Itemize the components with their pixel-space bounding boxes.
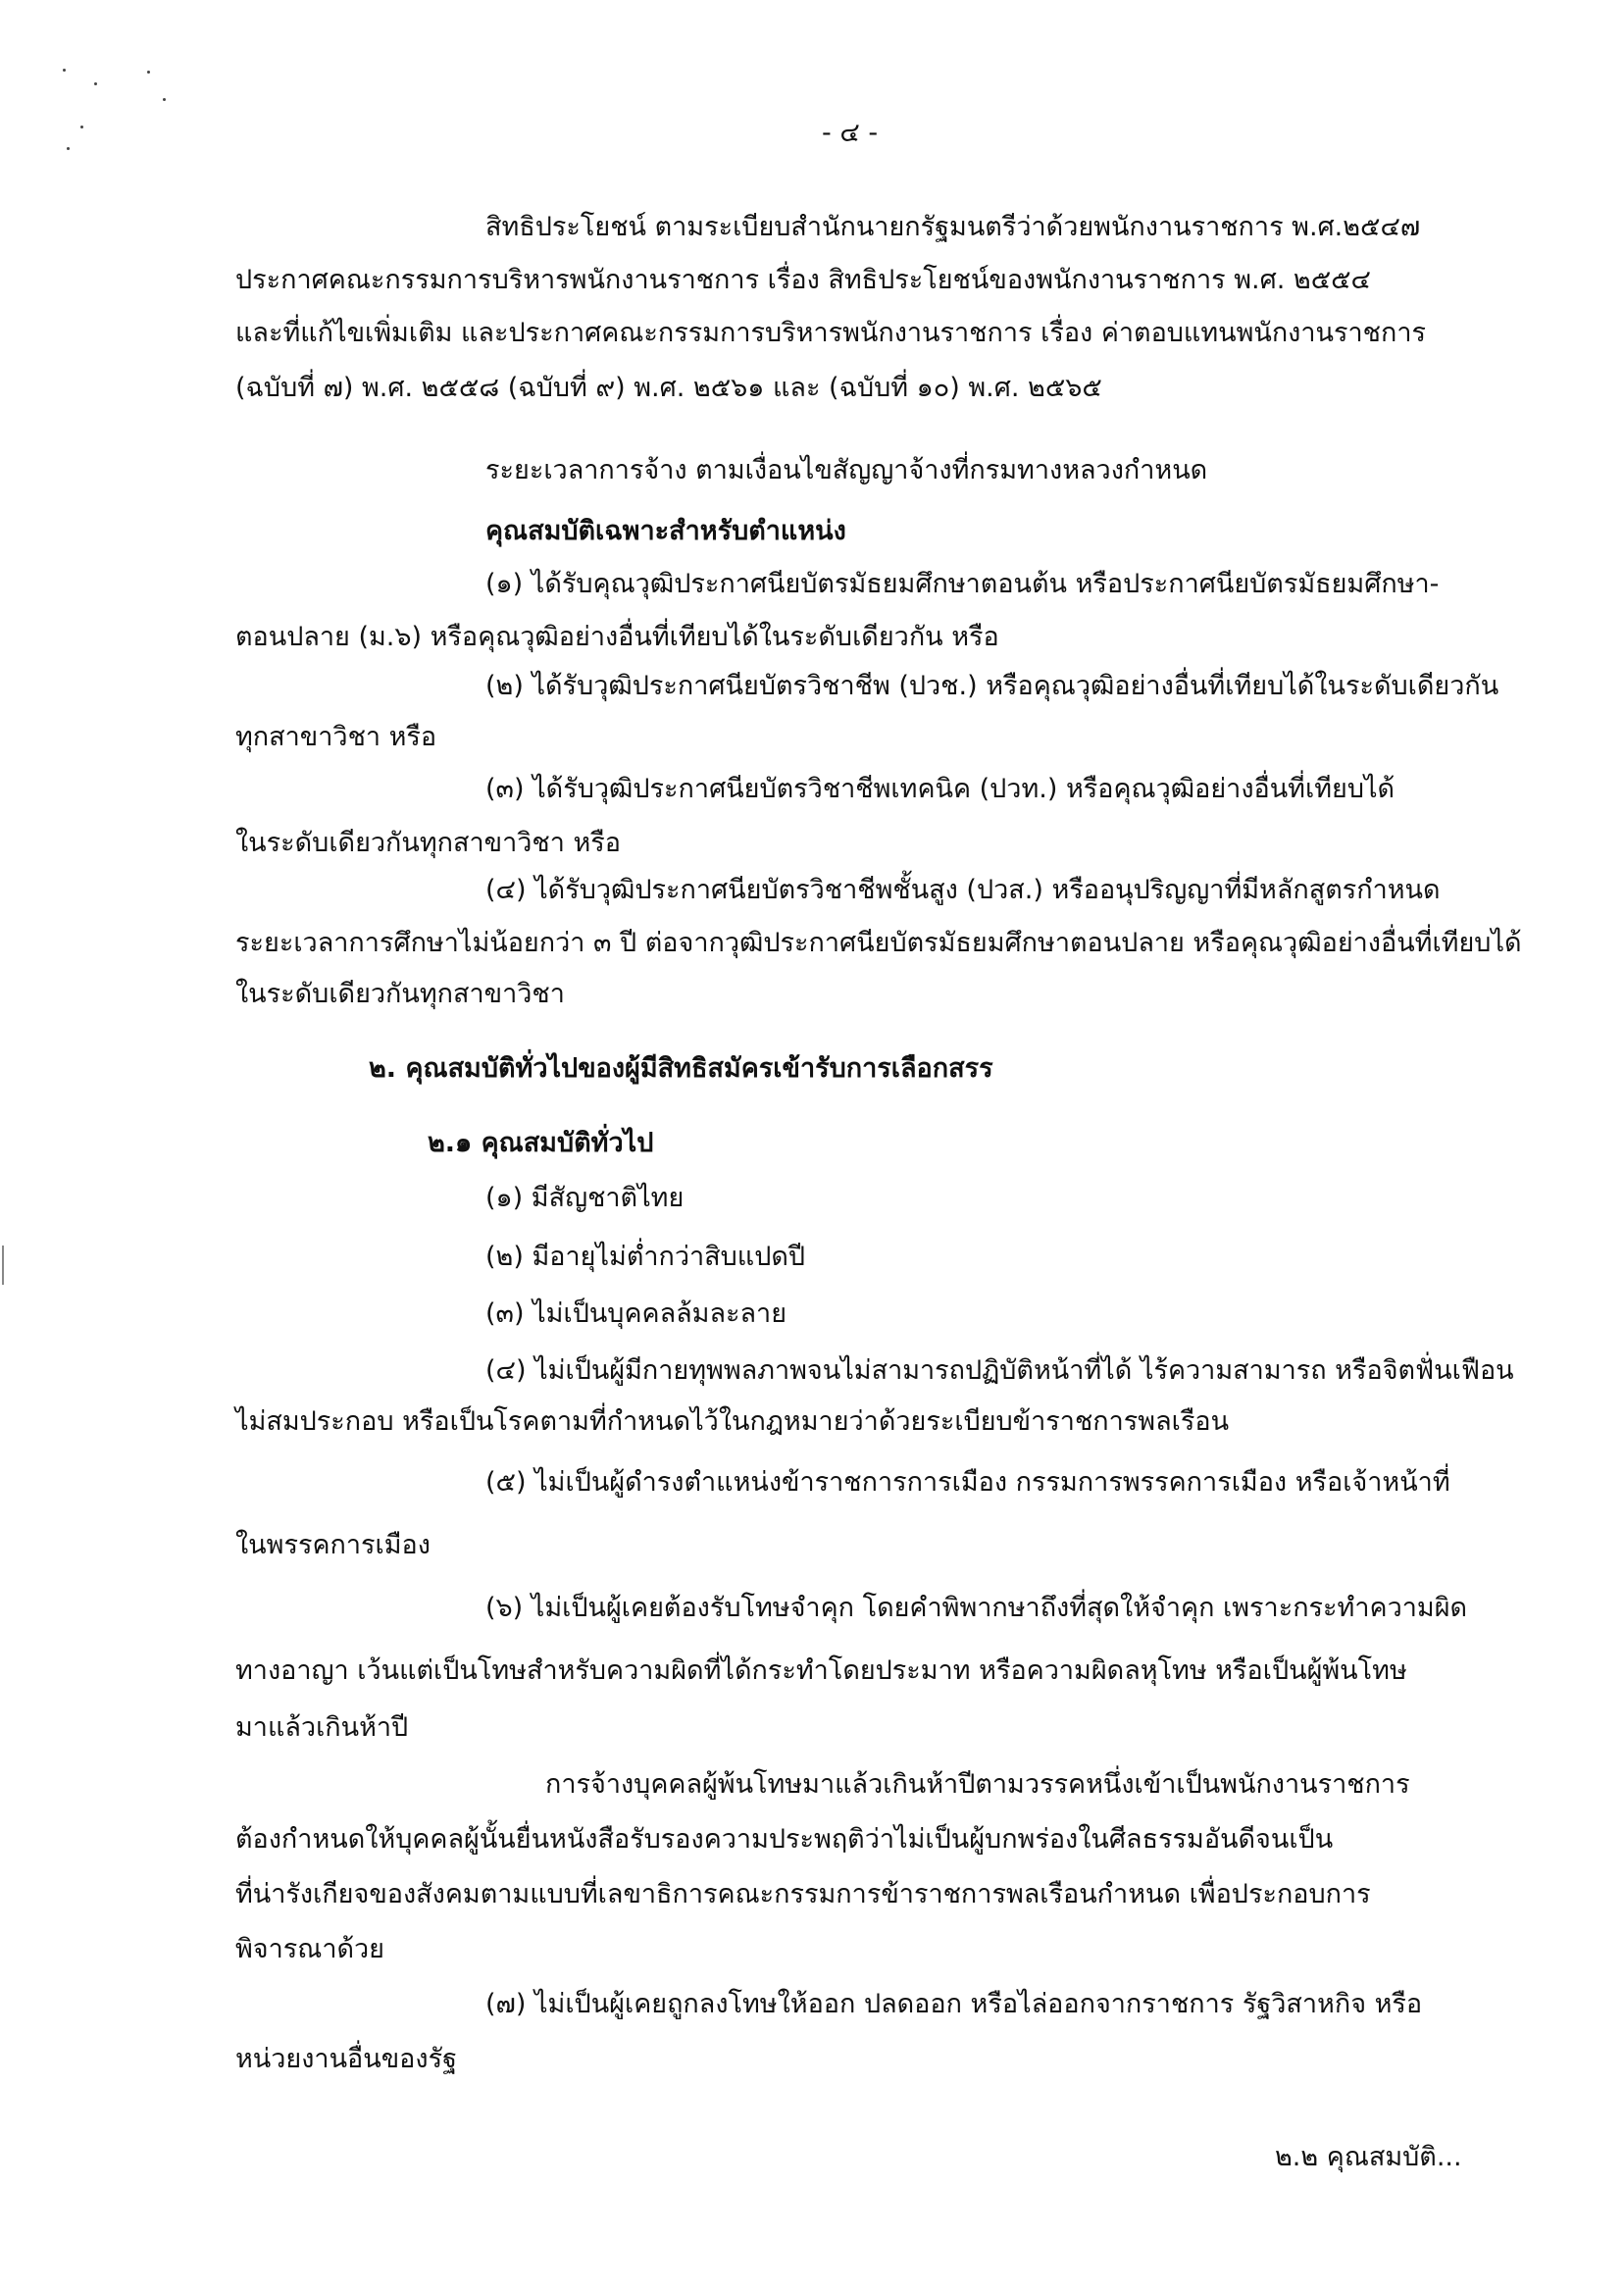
scan-speck — [67, 147, 70, 150]
qualification-item: (๒) ได้รับวุฒิประกาศนียบัตรวิชาชีพ (ปวช.) หรือคุณวุฒิอย่างอื่นที่เทียบได้ในระดับเดียวกัน — [485, 671, 1499, 701]
page-number: - ๔ - — [822, 118, 879, 148]
scan-speck — [147, 71, 150, 74]
general-qualification-item: (๗) ไม่เป็นผู้เคยถูกลงโทษให้ออก ปลดออก หรือไล่ออกจากราชการ รัฐวิสาหกิจ หรือ — [485, 1989, 1423, 2019]
general-qualification-item: (๓) ไม่เป็นบุคคลล้มละลาย — [485, 1298, 787, 1329]
qualification-item: ตอนปลาย (ม.๖) หรือคุณวุฒิอย่างอื่นที่เทียบได้ในระดับเดียวกัน หรือ — [235, 622, 999, 652]
general-qualification-item: ทางอาญา เว้นแต่เป็นโทษสำหรับความผิดที่ได้กระทำโดยประมาท หรือความผิดลหุโทษ หรือเป็นผู้พ้นโทษ — [235, 1655, 1407, 1686]
benefits-line: และที่แก้ไขเพิ่มเติม และประกาศคณะกรรมการบริหารพนักงานราชการ เรื่อง ค่าตอบแทนพนักงานราชการ — [235, 318, 1426, 348]
qualification-item: (๔) ได้รับวุฒิประกาศนียบัตรวิชาชีพชั้นสูง (ปวส.) หรืออนุปริญญาที่มีหลักสูตรกำหนด — [485, 875, 1441, 905]
general-qualification-item: มาแล้วเกินห้าปี — [235, 1712, 409, 1743]
scan-speck — [63, 69, 66, 72]
scan-edge-mark — [2, 1246, 4, 1285]
general-qualification-paragraph: ต้องกำหนดให้บุคคลผู้นั้นยื่นหนังสือรับรองความประพฤติว่าไม่เป็นผู้บกพร่องในศีลธรรมอันดีจนเป็น — [235, 1824, 1334, 1855]
scan-speck — [163, 98, 166, 101]
general-qualification-item: ไม่สมประกอบ หรือเป็นโรคตามที่กำหนดไว้ในกฎหมายว่าด้วยระเบียบข้าราชการพลเรือน — [235, 1406, 1230, 1437]
position-qualifications-heading: คุณสมบัติเฉพาะสำหรับตำแหน่ง — [485, 516, 846, 546]
general-qualification-item: (๖) ไม่เป็นผู้เคยต้องรับโทษจำคุก โดยคำพิพากษาถึงที่สุดให้จำคุก เพราะกระทำความผิด — [485, 1593, 1468, 1623]
general-qualification-paragraph: พิจารณาด้วย — [235, 1934, 385, 1964]
general-qualification-item: (๕) ไม่เป็นผู้ดำรงตำแหน่งข้าราชการการเมือง กรรมการพรรคการเมือง หรือเจ้าหน้าที่ — [485, 1467, 1450, 1498]
general-qualification-item: หน่วยงานอื่นของรัฐ — [235, 2044, 457, 2074]
qualification-item: (๓) ได้รับวุฒิประกาศนียบัตรวิชาชีพเทคนิค (ปวท.) หรือคุณวุฒิอย่างอื่นที่เทียบได้ — [485, 774, 1396, 804]
benefits-line: ประกาศคณะกรรมการบริหารพนักงานราชการ เรื่อง สิทธิประโยชน์ของพนักงานราชการ พ.ศ. ๒๕๕๔ — [235, 265, 1371, 295]
benefits-line: (ฉบับที่ ๗) พ.ศ. ๒๕๕๘ (ฉบับที่ ๙) พ.ศ. ๒๕๖๑ และ (ฉบับที่ ๑๐) พ.ศ. ๒๕๖๕ — [235, 373, 1102, 403]
general-qualification-paragraph: การจ้างบุคคลผู้พ้นโทษมาแล้วเกินห้าปีตามวรรคหนึ่งเข้าเป็นพนักงานราชการ — [545, 1769, 1410, 1800]
section-2-heading: ๒. คุณสมบัติทั่วไปของผู้มีสิทธิสมัครเข้ารับการเลือกสรร — [369, 1053, 993, 1084]
benefits-line: สิทธิประโยชน์ ตามระเบียบสำนักนายกรัฐมนตรีว่าด้วยพนักงานราชการ พ.ศ.๒๕๔๗ — [485, 212, 1421, 242]
scan-speck — [80, 126, 83, 128]
employment-period: ระยะเวลาการจ้าง ตามเงื่อนไขสัญญาจ้างที่กรมทางหลวงกำหนด — [485, 455, 1208, 485]
qualification-item: ในระดับเดียวกันทุกสาขาวิชา — [235, 979, 565, 1009]
general-qualification-item: (๒) มีอายุไม่ต่ำกว่าสิบแปดปี — [485, 1242, 806, 1272]
general-qualification-paragraph: ที่น่ารังเกียจของสังคมตามแบบที่เลขาธิการคณะกรรมการข้าราชการพลเรือนกำหนด เพื่อประกอบการ — [235, 1879, 1371, 1909]
scan-speck — [94, 82, 97, 85]
general-qualification-item: ในพรรคการเมือง — [235, 1530, 431, 1560]
general-qualification-item: (๑) มีสัญชาติไทย — [485, 1183, 685, 1213]
general-qualification-item: (๔) ไม่เป็นผู้มีกายทุพพลภาพจนไม่สามารถปฏิบัติหน้าที่ได้ ไร้ความสามารถ หรือจิตฟั่นเฟือน — [485, 1355, 1514, 1386]
qualification-item: ระยะเวลาการศึกษาไม่น้อยกว่า ๓ ปี ต่อจากวุฒิประกาศนียบัตรมัธยมศึกษาตอนปลาย หรือคุณวุฒิอย่างอื่นที่เทียบได้ — [235, 928, 1522, 958]
qualification-item: ในระดับเดียวกันทุกสาขาวิชา หรือ — [235, 828, 622, 858]
section-2-1-heading: ๒.๑ คุณสมบัติทั่วไป — [428, 1128, 654, 1158]
qualification-item: ทุกสาขาวิชา หรือ — [235, 722, 437, 752]
continuation-marker: ๒.๒ คุณสมบัติ... — [1275, 2142, 1462, 2172]
qualification-item: (๑) ได้รับคุณวุฒิประกาศนียบัตรมัธยมศึกษาตอนต้น หรือประกาศนียบัตรมัธยมศึกษา- — [485, 569, 1440, 599]
